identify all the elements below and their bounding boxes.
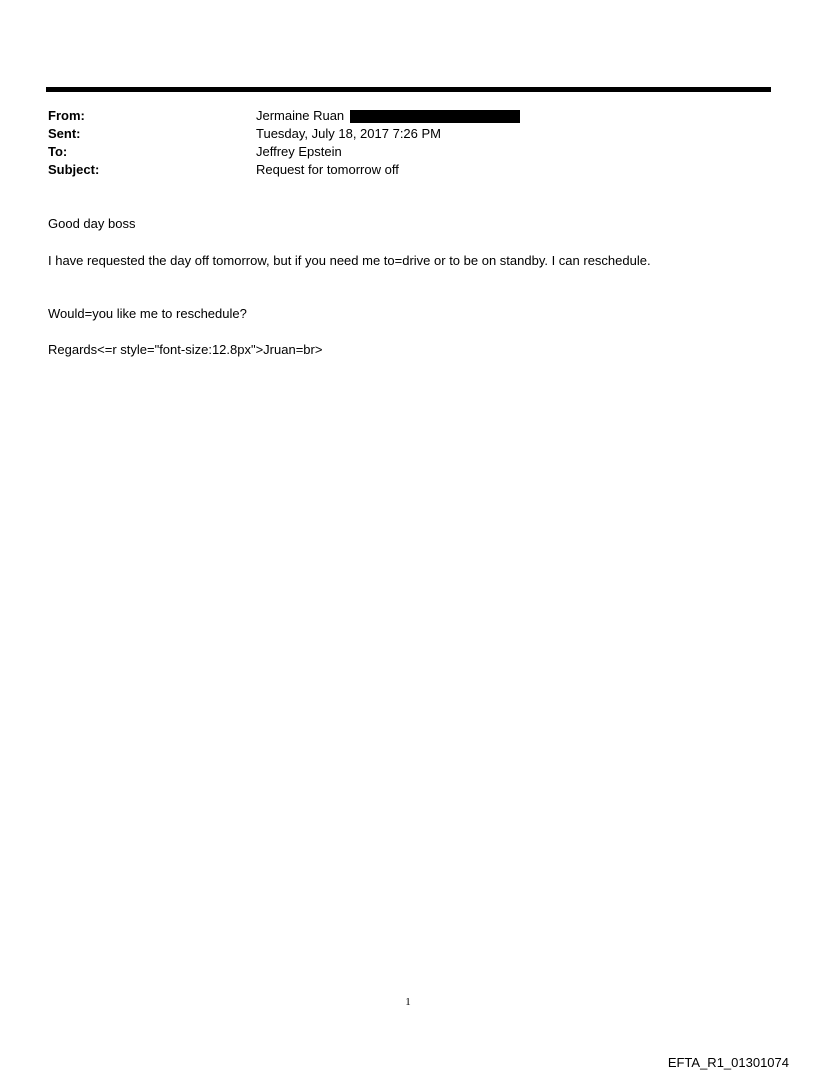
sent-value: Tuesday, July 18, 2017 7:26 PM [256, 126, 441, 141]
to-row [48, 143, 748, 161]
from-row [48, 107, 748, 125]
greeting-line: Good day boss [48, 216, 136, 231]
sent-label: Sent: [48, 126, 81, 141]
sent-row [48, 125, 748, 143]
subject-label: Subject: [48, 162, 100, 177]
subject-row [48, 161, 748, 179]
body-paragraph: I have requested the day off tomorrow, but if you need me to=drive or to be on standby. I can reschedule. [48, 253, 651, 268]
from-value: Jermaine Ruan [256, 108, 345, 123]
header-divider [46, 87, 771, 92]
page-number: 1 [405, 996, 411, 1008]
redaction-box [350, 110, 520, 123]
bates-number: EFTA_R1_01301074 [667, 1055, 789, 1070]
question-line: Would=you like me to reschedule? [48, 306, 247, 321]
to-label: To: [48, 144, 68, 159]
email-header [48, 107, 748, 179]
from-label: From: [48, 108, 85, 123]
to-value: Jeffrey Epstein [256, 144, 342, 159]
signature-line: Regards<=r style="font-size:12.8px">Jruan=br> [48, 342, 323, 357]
subject-value: Request for tomorrow off [256, 162, 399, 177]
